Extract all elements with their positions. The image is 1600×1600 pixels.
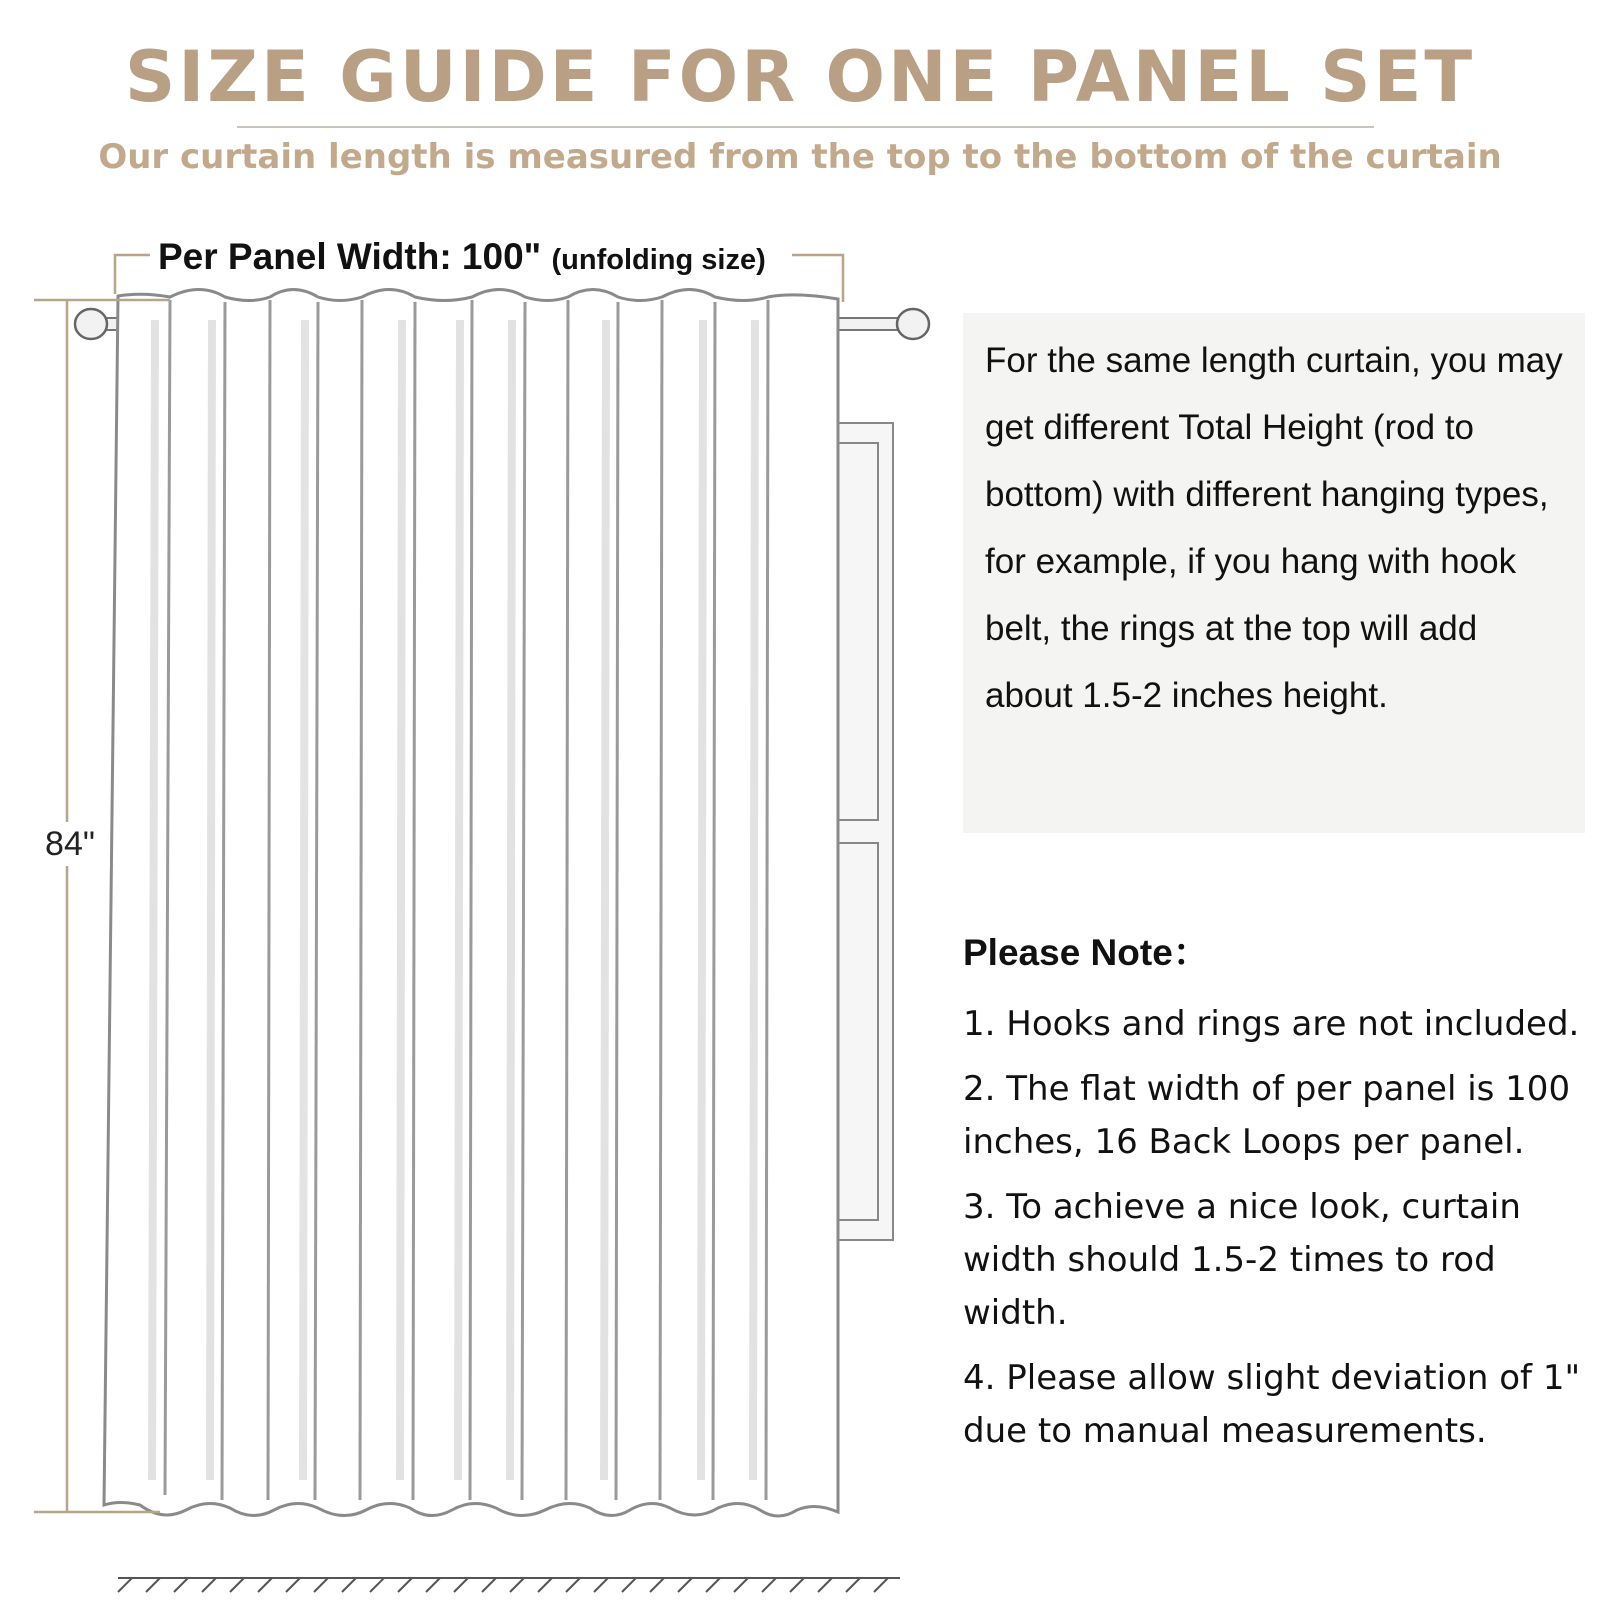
curtain-illustration — [104, 290, 838, 1517]
note-item: 2. The flat width of per panel is 100 inches, 16 Back Loops per panel. — [963, 1069, 1571, 1162]
floor-hatch-icon — [118, 1578, 900, 1592]
notes-list — [963, 998, 1593, 1470]
note-item: 4. Please allow slight deviation of 1" due to manual measurements. — [963, 1358, 1581, 1451]
note-item: 1. Hooks and rings are not included. — [963, 1004, 1580, 1044]
panel-height-label: 84" — [30, 822, 110, 866]
panel-width-note: (unfolding size) — [551, 244, 766, 276]
notes-heading: Please Note： — [963, 932, 1210, 973]
panel-width-label — [150, 232, 774, 282]
page-subtitle: Our curtain length is measured from the top to the bottom of the curtain — [98, 137, 1502, 177]
note-item: 3. To achieve a nice look, curtain width should 1.5-2 times to rod width. — [963, 1187, 1521, 1333]
panel-width-value: Per Panel Width: 100" — [158, 236, 542, 277]
hanging-info-text: For the same length curtain, you may get different Total Height (rod to bottom) with different hanging types, for example, if you hang with hook belt, the rings at the top will add about 1.5-2 inches height. — [985, 341, 1563, 715]
page-title: SIZE GUIDE FOR ONE PANEL SET — [124, 36, 1476, 118]
hanging-info-box — [963, 313, 1585, 833]
